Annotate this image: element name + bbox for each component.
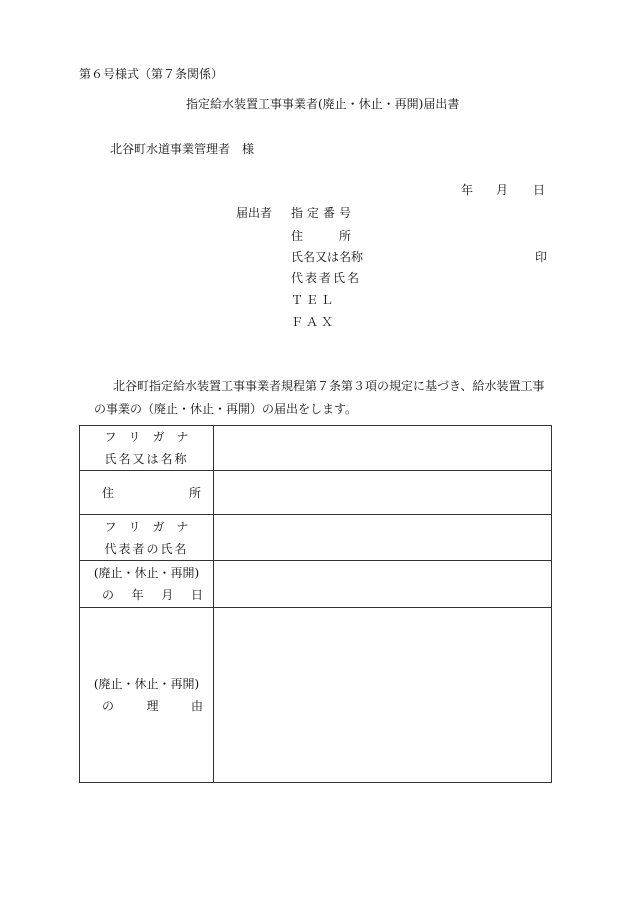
address-label-char-2: 所 xyxy=(188,485,201,500)
application-table xyxy=(79,425,552,783)
row-label-reason xyxy=(80,608,214,783)
status-label: (廃止・休止・再開) xyxy=(93,566,200,580)
table-row xyxy=(80,515,552,561)
status-label: (廃止・休止・再開) xyxy=(93,677,200,691)
address-value-cell[interactable] xyxy=(214,471,552,515)
date-month-label: 月 xyxy=(496,183,509,197)
field-label-representative: 代表者氏名 xyxy=(291,271,362,285)
reason-label-ri: 理 xyxy=(146,699,159,713)
date-value-cell[interactable] xyxy=(214,561,552,608)
furigana-label: フ リ ガ ナ xyxy=(104,430,189,444)
name-value-cell[interactable] xyxy=(214,426,552,471)
field-label-tel: ＴＥＬ xyxy=(291,293,337,307)
field-label-fax: ＦＡＸ xyxy=(291,315,337,329)
table-row xyxy=(80,426,552,471)
statement-line-2: の事業の（廃止・休止・再開）の届出をします。 xyxy=(94,402,358,416)
reason-value-cell[interactable] xyxy=(214,608,552,783)
field-label-name: 氏名又は名称 xyxy=(291,250,364,264)
row-label-date xyxy=(80,561,214,608)
field-label-designation-number: 指定番号 xyxy=(291,206,356,220)
address-label-char-1: 住 xyxy=(102,485,115,500)
representative-value-cell[interactable] xyxy=(214,515,552,561)
table-row xyxy=(80,561,552,608)
representative-label: 代表者の氏名 xyxy=(104,541,189,556)
date-label-no: の xyxy=(102,588,115,602)
reason-label-no: の xyxy=(102,699,115,713)
addressee: 北谷町水道事業管理者 様 xyxy=(110,142,255,156)
name-label: 氏名又は名称 xyxy=(104,452,189,466)
furigana-label: フ リ ガ ナ xyxy=(104,519,189,534)
table-row xyxy=(80,608,552,783)
statement-line-1: 北谷町指定給水装置工事事業者規程第７条第３項の規定に基づき、給水装置工事 xyxy=(113,379,545,393)
reason-label-yu: 由 xyxy=(190,699,203,713)
applicant-label: 届出者 xyxy=(236,206,273,220)
seal-mark: 印 xyxy=(535,250,548,264)
row-label-address xyxy=(80,471,214,515)
form-number: 第６号様式（第７条関係） xyxy=(79,67,224,81)
document-title: 指定給水装置工事事業者(廃止・休止・再開)届出書 xyxy=(186,97,460,111)
date-label-day: 日 xyxy=(190,588,203,602)
field-label-address: 住 所 xyxy=(291,229,352,243)
date-label-month: 月 xyxy=(161,588,174,602)
table-row xyxy=(80,471,552,515)
row-label-representative xyxy=(80,515,214,561)
date-label-year: 年 xyxy=(131,588,144,602)
date-day-label: 日 xyxy=(533,183,546,197)
row-label-name xyxy=(80,426,214,471)
date-year-label: 年 xyxy=(461,183,474,197)
